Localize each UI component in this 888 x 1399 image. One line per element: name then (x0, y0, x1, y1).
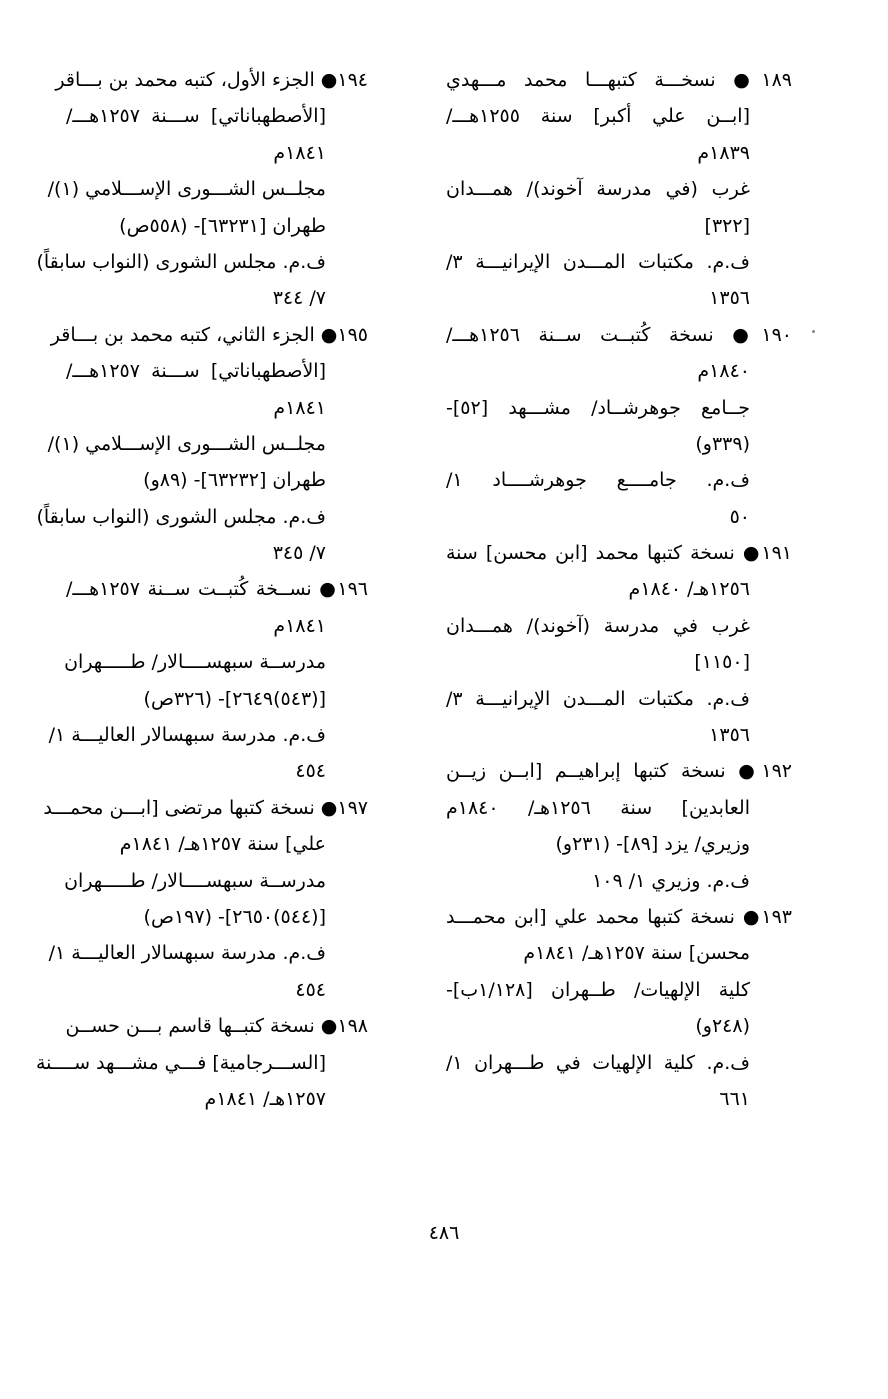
text-line: مدرســة سبهســــالار/ طـــــهران (64, 651, 326, 674)
text-line: [(٥٤٤)٢٦٥٠]- (١٩٧ص) (143, 905, 326, 928)
text-line: (٣٣٩و) (695, 432, 750, 455)
text-line: ١٨٤١م (273, 141, 326, 164)
text-line: (٢٤٨و) (695, 1015, 750, 1038)
entry-first-line: ١٩٦● نســخة كُتبــت ســنة ١٢٥٧هـــ/ (66, 578, 368, 601)
text-line: ١٣٥٦ (709, 724, 750, 747)
text-line: ١٨٣٩م (697, 141, 750, 164)
text-line: [الأصطهباناتي] ســـنة ١٢٥٧هـــ/ (66, 360, 326, 383)
text-line: ف.م. مكتبات المـــدن الإيرانيـــة ٣/ (446, 250, 750, 273)
text-line: ٧/ ٣٤٥ (272, 542, 326, 565)
text-line: ١٨٤١م (273, 614, 326, 637)
text-line: طهران [٦٣٢٣٢]- (٨٩و) (143, 469, 326, 492)
entry-first-line: ١٩٥● الجزء الثاني، كتبه محمد بن بـــاقر (50, 323, 368, 346)
text-line: [١١٥٠] (694, 651, 750, 674)
text-line: ٤٥٤ (295, 978, 326, 1001)
text-line: ٥٠ (729, 505, 750, 528)
text-line: [ابــن علي أكبر] سنة ١٢٥٥هـــ/ (446, 105, 750, 128)
text-line: [(٥٤٣)٢٦٤٩]- (٣٢٦ص) (143, 687, 326, 710)
text-line: [الأصطهباناتي] ســـنة ١٢٥٧هـــ/ (66, 105, 326, 128)
text-line: ٤٥٤ (295, 760, 326, 783)
text-line: ١٢٥٦هـ/ ١٨٤٠م (628, 578, 750, 601)
text-line: مجلــس الشـــورى الإســـلامي (١)/ (47, 432, 326, 455)
text-line: ف.م. مدرسة سبهسالار العاليـــة ١/ (48, 724, 326, 747)
entry-first-line: ١٩٨● نسخة كتبــها قاسم بـــن حســن (65, 1015, 368, 1038)
text-line: محسن] سنة ١٢٥٧هـ/ ١٨٤١م (523, 942, 750, 965)
text-line: طهران [٦٣٢٣١]- (٥٥٨ص) (119, 214, 326, 237)
text-line: ف.م. مكتبات المـــدن الإيرانيـــة ٣/ (446, 687, 750, 710)
text-line: ٧/ ٣٤٤ (272, 287, 326, 310)
text-line: [٣٢٢] (704, 214, 750, 237)
entry-first-line: ١٨٩● نسخـــة كتبهـــا محمد مـــهدي (446, 69, 792, 91)
text-line: ١٨٤١م (273, 396, 326, 419)
right-column (446, 62, 792, 1117)
text-line: كلية الإلهيات/ طــهران [١/١٢٨ب]- (446, 978, 750, 1001)
entry-first-line: ١٩٢● نسخة كتبها إبراهيــم [ابــن زيــن (446, 760, 792, 783)
text-line: ف.م. وزيري ١/ ١٠٩ (592, 869, 750, 892)
text-line: علي] سنة ١٢٥٧هـ/ ١٨٤١م (119, 833, 326, 856)
text-line: مجلــس الشـــورى الإســـلامي (١)/ (47, 178, 326, 201)
text-line: ف.م. مجلس الشورى (النواب سابقاً) (36, 505, 326, 528)
text-line: ف.م. كلية الإلهيات في طـــهران ١/ (446, 1051, 750, 1074)
text-line: ١٣٥٦ (709, 287, 750, 310)
text-line: مدرســة سبهســــالار/ طـــــهران (64, 869, 326, 892)
text-line: وزيري/ يزد [٨٩]- (٢٣١و) (555, 833, 750, 856)
text-line: ف.م. مجلس الشورى (النواب سابقاً) (36, 250, 326, 273)
entry-first-line: ١٩٠● نسخة كُتبــت ســنة ١٢٥٦هـــ/ (446, 323, 792, 346)
entry-first-line: ١٩٣● نسخة كتبها محمد علي [ابن محمـــد (446, 905, 792, 928)
entry-first-line: ١٩١● نسخة كتبها محمد [ابن محسن] سنة (446, 542, 792, 565)
page-number: ٤٨٦ (428, 1222, 460, 1244)
scan-speck (812, 330, 815, 333)
text-line: غرب (في مدرسة آخوند)/ همـــدان (446, 178, 750, 201)
text-line: [الســـرجامية] فـــي مشـــهد ســــنة (35, 1051, 326, 1074)
left-column (35, 62, 368, 1117)
text-line: ١٨٤٠م (697, 360, 750, 383)
text-line: ١٢٥٧هـ/ ١٨٤١م (204, 1087, 326, 1110)
text-line: غرب في مدرسة (آخوند)/ همـــدان (446, 614, 750, 637)
entry-first-line: ١٩٧● نسخة كتبها مرتضى [ابـــن محمـــد (43, 796, 368, 819)
text-line: ف.م. جامــــع جوهرشــــاد ١/ (446, 469, 750, 492)
text-line: العابدين] سنة ١٢٥٦هـ/ ١٨٤٠م (446, 796, 750, 819)
entry-first-line: ١٩٤● الجزء الأول، كتبه محمد بن بـــاقر (55, 69, 368, 91)
text-line: ٦٦١ (719, 1087, 750, 1110)
text-line: ف.م. مدرسة سبهسالار العاليـــة ١/ (48, 942, 326, 965)
text-line: جــامع جوهرشــاد/ مشـــهد [٥٢]- (446, 396, 750, 419)
